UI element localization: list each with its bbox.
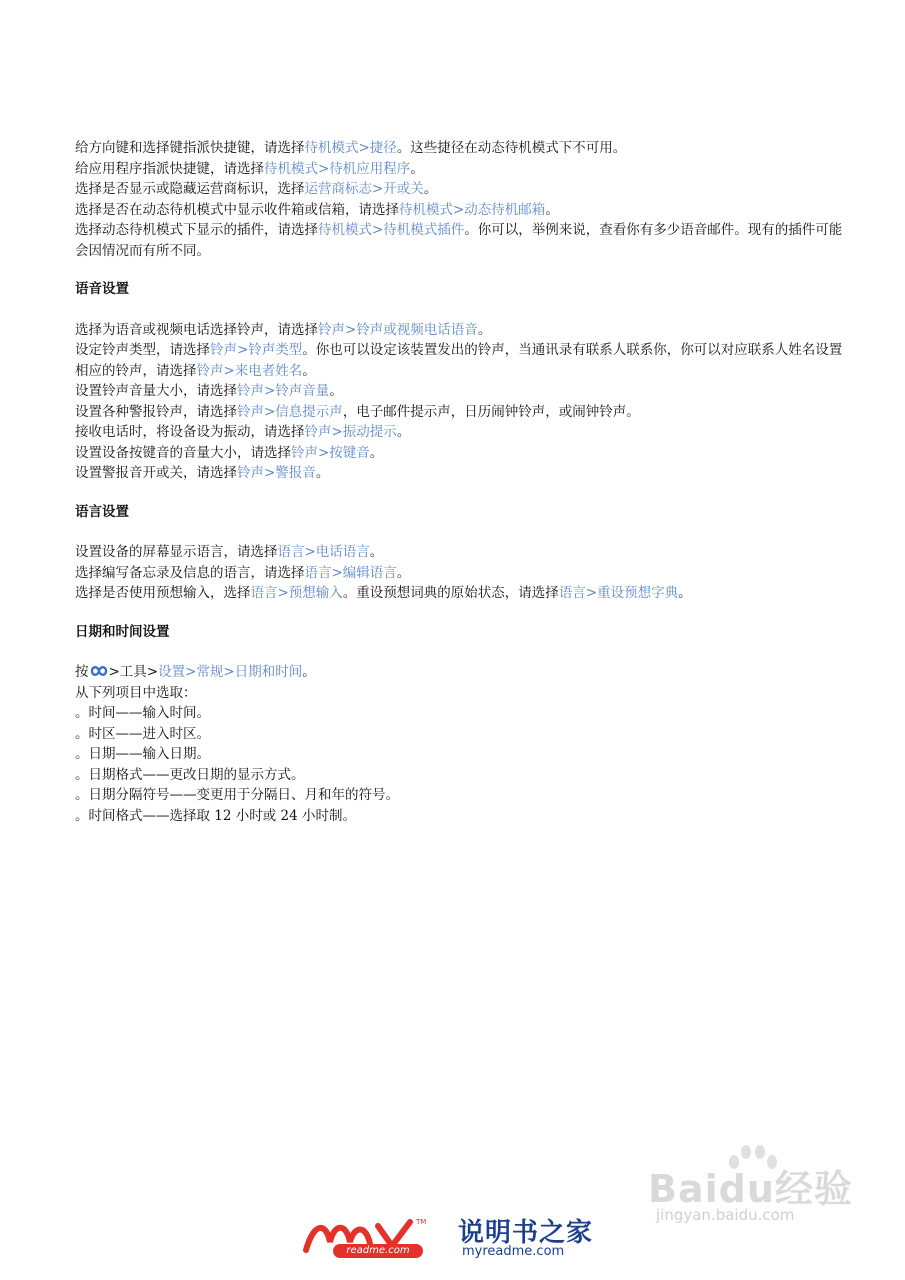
menu-path-link: 语言>电话语言 — [277, 544, 370, 560]
body-text: 。 — [678, 585, 692, 601]
body-text: >工具> — [108, 664, 159, 680]
paragraph-line — [75, 443, 845, 464]
body-text: 。日期分隔符号——变更用于分隔日、月和年的符号。 — [75, 787, 399, 803]
body-text: 设置设备按键音的音量大小，请选择 — [75, 444, 291, 461]
section-gap — [75, 522, 845, 542]
menu-path-link: 待机模式>捷径 — [304, 140, 397, 156]
paragraph-line — [75, 765, 845, 786]
body-text: 。 — [410, 160, 424, 177]
body-text: 。这些捷径在动态待机模式下不可用。 — [396, 140, 627, 156]
my-logo-icon — [300, 1212, 440, 1268]
menu-path-link: 铃声>来电者姓名 — [196, 362, 303, 379]
body-text: 。 — [329, 383, 343, 399]
body-text: 。 — [423, 181, 438, 197]
paragraph-line — [75, 159, 845, 180]
paragraph-line — [75, 179, 845, 200]
body-text: 。 — [369, 444, 384, 461]
body-text: 接收电话时，将设备设为振动，请选择 — [75, 424, 305, 440]
menu-path-link: 语言>编辑语言 — [304, 564, 397, 581]
paragraph-line — [75, 138, 845, 159]
section-gap — [75, 604, 845, 622]
body-text: 。 — [477, 321, 492, 338]
body-text: 。 — [396, 424, 411, 440]
book-logo-subtitle: myreadme.com — [462, 1244, 565, 1259]
baidu-watermark — [640, 1140, 870, 1224]
body-text: 。时间格式——选择取 12 小时或 24 小时制。 — [75, 807, 357, 824]
paragraph-line — [75, 744, 845, 765]
body-text: 。你也可以设定该装置发出的铃声，当通讯录有联系人联系你，你可以对应联系人姓名设置相应的铃声，请选择 — [75, 342, 843, 379]
paragraph-line — [75, 381, 845, 402]
paragraph-line — [75, 320, 845, 341]
body-text: 给应用程序指派快捷键，请选择 — [75, 160, 264, 177]
menu-path-link: 语言>重设预想字典 — [558, 585, 679, 601]
body-text: 设置警报音开或关，请选择 — [75, 465, 237, 481]
body-text: 选择是否使用预想输入，选择 — [75, 585, 251, 601]
book-logo-title: 说明书之家 — [458, 1218, 594, 1248]
paragraph-line — [75, 422, 845, 443]
menu-path-link: 设置>常规>日期和时间 — [158, 664, 303, 680]
menu-path-link: 待机模式>待机模式插件 — [318, 222, 465, 238]
section-heading: 语音设置 — [75, 281, 129, 297]
body-text: 设置各种警报铃声，请选择 — [75, 403, 237, 420]
body-text: 。时间——输入时间。 — [75, 705, 210, 721]
paragraph-line — [75, 463, 845, 484]
paragraph-line — [75, 583, 845, 604]
paragraph-line — [75, 724, 845, 745]
body-text: 选择是否显示或隐藏运营商标识，选择 — [75, 181, 305, 197]
body-text: 选择动态待机模式下显示的插件，请选择 — [75, 222, 318, 238]
body-text: 。 — [396, 564, 411, 581]
section-heading: 语言设置 — [75, 503, 129, 520]
menu-path-link: 铃声>信息提示声 — [237, 403, 343, 420]
paragraph-line — [75, 542, 845, 563]
trademark-label: TM — [416, 1218, 427, 1226]
paragraph-line — [75, 220, 845, 261]
body-text: 设置设备的屏幕显示语言，请选择 — [75, 544, 278, 560]
paragraph-line — [75, 563, 845, 584]
paragraph-line — [75, 683, 845, 704]
section-heading: 日期和时间设置 — [75, 623, 170, 640]
section-gap — [75, 261, 845, 279]
body-text: 选择是否在动态待机模式中显示收件箱或信箱，请选择 — [75, 201, 399, 218]
paragraph-line — [75, 806, 845, 827]
menu-path-link: 铃声>铃声音量 — [237, 383, 330, 399]
menu-path-link: 待机模式>待机应用程序 — [264, 160, 411, 177]
body-text: 。 — [545, 201, 559, 218]
menu-path-link: 运营商标志>开或关 — [304, 181, 424, 197]
menu-path-link: 铃声>铃声或视频电话语音 — [318, 321, 478, 338]
paragraph-line — [75, 200, 845, 221]
menu-path-link: 铃声>警报音 — [237, 465, 316, 481]
paragraph-line — [75, 340, 845, 381]
body-text: 设定铃声类型，请选择 — [75, 342, 210, 358]
section-gap — [75, 642, 845, 662]
body-text: 。日期——输入日期。 — [75, 746, 210, 762]
menu-path-link: 铃声>铃声类型 — [210, 342, 303, 358]
body-text: 选择编写备忘录及信息的语言，请选择 — [75, 564, 305, 581]
section-gap — [75, 300, 845, 320]
menu-path-link: 待机模式>动态待机邮箱 — [399, 201, 546, 218]
readme-logo-subtitle: readme.com — [333, 1244, 423, 1258]
body-text: 。 — [302, 362, 316, 379]
menu-path-link: 铃声>按键音 — [291, 444, 370, 461]
body-text: 。重设预想词典的原始状态，请选择 — [342, 585, 559, 601]
body-text: 。 — [315, 465, 330, 481]
paragraph-line — [75, 703, 845, 724]
body-text: 选择为语音或视频电话选择铃声，请选择 — [75, 321, 318, 338]
watermark-url: jingyan.baidu.com — [656, 1206, 795, 1224]
menu-key-icon — [89, 664, 109, 678]
paragraph-line — [75, 785, 845, 806]
body-text: 。时区——进入时区。 — [75, 725, 210, 742]
watermark-brand: Baidu经验 — [648, 1167, 853, 1211]
menu-path-link: 语言>预想输入 — [250, 585, 343, 601]
body-text: 。你可以，举例来说，查看你有多少语音邮件。现有的插件可能会因情况而有所不同。 — [75, 222, 843, 259]
body-text: 按 — [75, 664, 89, 680]
body-text: 给方向键和选择键指派快捷键，请选择 — [75, 140, 305, 156]
body-text: 。 — [302, 664, 316, 680]
body-text: 。 — [369, 544, 384, 560]
paragraph-line — [75, 662, 845, 683]
menu-path-link: 铃声>振动提示 — [304, 424, 397, 440]
body-text: 从下列项目中选取： — [75, 684, 197, 701]
paragraph-line — [75, 402, 845, 423]
body-text: 设置铃声音量大小，请选择 — [75, 383, 237, 399]
document-body — [75, 138, 845, 826]
body-text: ，电子邮件提示声，日历闹钟铃声，或闹钟铃声。 — [342, 403, 640, 420]
section-gap — [75, 484, 845, 502]
body-text: 。日期格式——更改日期的显示方式。 — [75, 766, 305, 783]
